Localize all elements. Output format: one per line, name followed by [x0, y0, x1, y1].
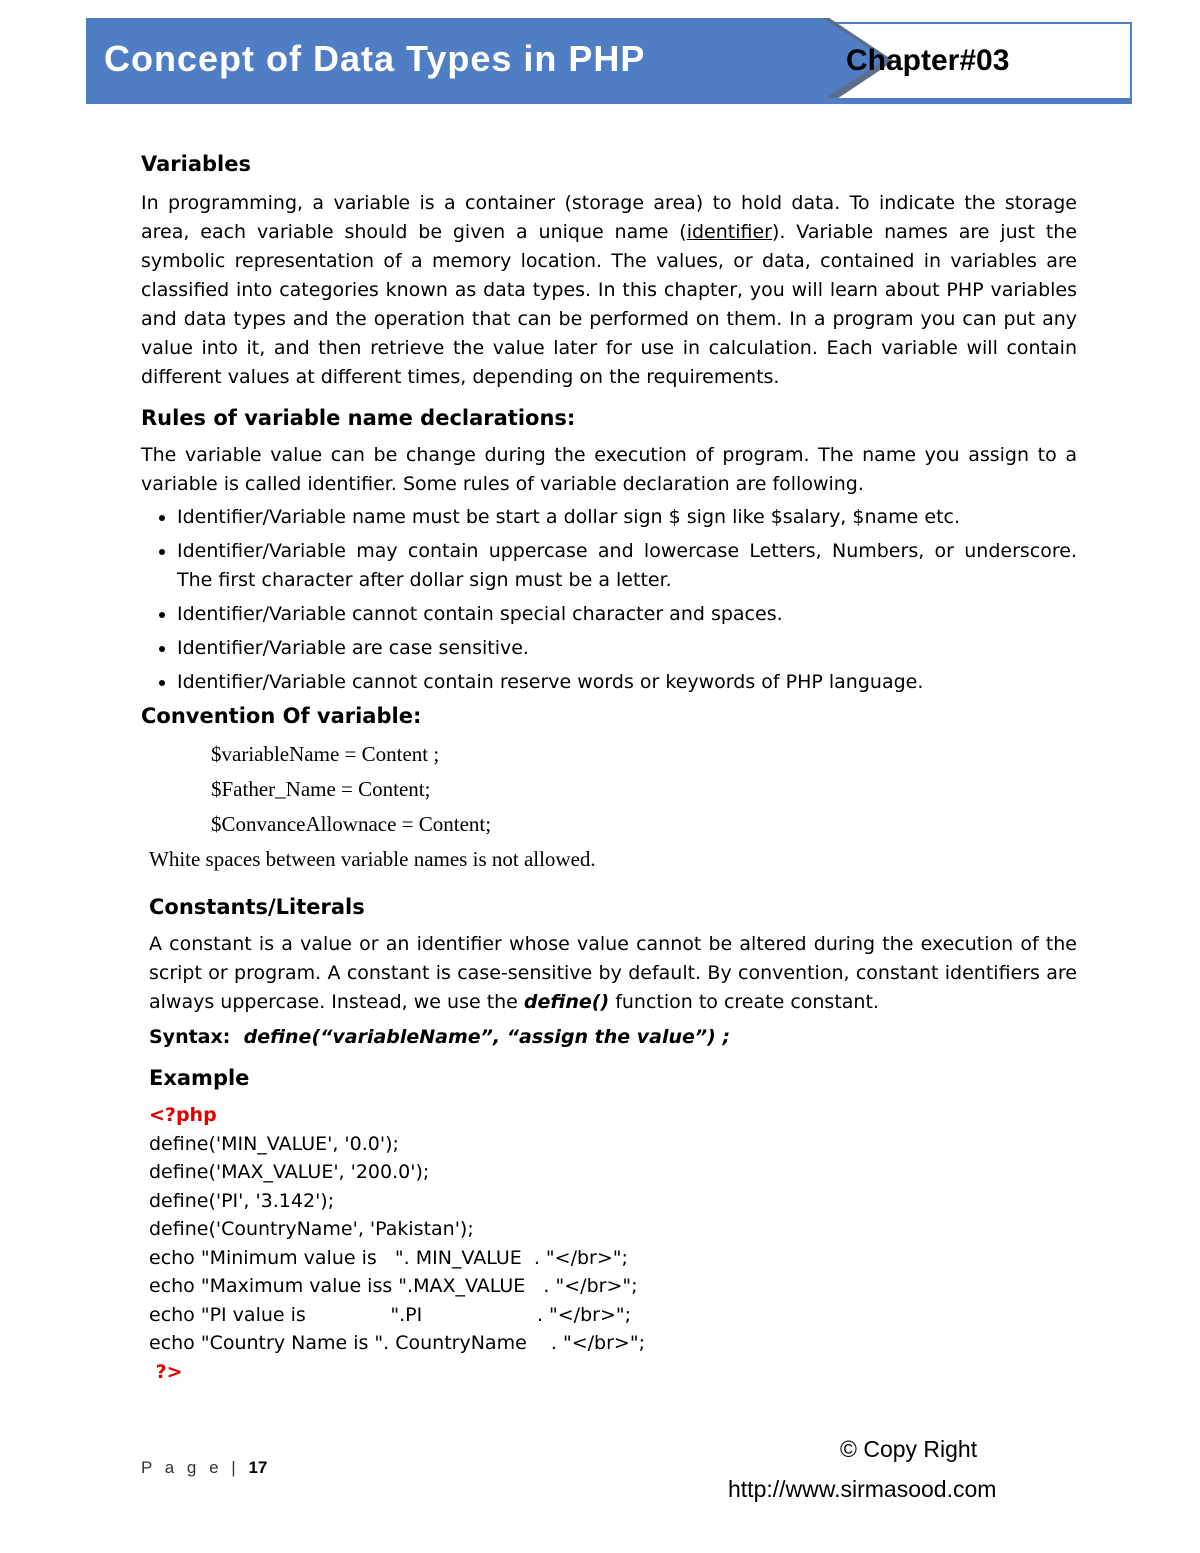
variables-text-1: In programming, a variable is a container (storage area) to hold data. To indicate the storage area, each variable should be given a unique name ( [141, 192, 1077, 243]
page-label: P a g e [141, 1458, 223, 1477]
code-line: define('MIN_VALUE', '0.0'); [149, 1132, 399, 1155]
list-item: • Identifier/Variable cannot contain special character and spaces. [177, 600, 1077, 629]
code-line: define('CountryName', 'Pakistan'); [149, 1218, 474, 1240]
list-item: • Identifier/Variable are case sensitive. [177, 634, 1077, 663]
syntax-label: Syntax: [149, 1026, 231, 1048]
rules-heading: Rules of variable name declarations: [141, 406, 576, 430]
convention-line: $ConvanceAllownace = Content; [211, 812, 492, 836]
syntax-line [149, 1023, 1077, 1052]
code-line: define('MAX_VALUE', '200.0'); [149, 1161, 430, 1183]
constants-heading: Constants/Literals [149, 895, 365, 919]
constants-text-2: function to create constant. [609, 991, 879, 1013]
convention-examples [211, 737, 1077, 842]
convention-line: $variableName = Content ; [211, 742, 440, 766]
list-item: • Identifier/Variable cannot contain reserve words or keywords of PHP language. [177, 668, 1077, 697]
syntax-code: define(“variableName”, “assign the value”) ; [243, 1026, 731, 1048]
php-open-tag: <?php [149, 1104, 217, 1126]
code-line: echo "Country Name is ". CountryName . "</br>"; [149, 1332, 645, 1354]
convention-heading: Convention Of variable: [141, 704, 422, 728]
code-line: echo "Minimum value is ". MIN_VALUE . "</br>"; [149, 1246, 628, 1269]
page-number-value: 17 [248, 1458, 268, 1477]
constants-section [149, 893, 1077, 1386]
header-underline [86, 98, 1132, 104]
list-item: • Identifier/Variable name must be start a dollar sign $ sign like $salary, $name etc. [177, 503, 1077, 532]
code-line: echo "PI value is ".PI . "</br>"; [149, 1303, 632, 1326]
chapter-label: Chapter#03 [846, 44, 1010, 77]
convention-line: $Father_Name = Content; [211, 777, 431, 801]
constants-paragraph [149, 930, 1077, 1017]
variables-text-2: ). Variable names are just the symbolic representation of a memory location. The values, or data, contained in variables are classified into categories known as data types. In this chapter, you will learn about PHP variables and data types and the operation that can be performed on them. In a program you can put any value into it, and then retrieve the value later for use in calculation. Each variable will contain different values at different times, depending on the requirements. [141, 221, 1078, 388]
main-content [141, 150, 1077, 877]
page-title: Concept of Data Types in PHP [104, 38, 646, 79]
convention-note: White spaces between variable names is not allowed. [149, 847, 596, 871]
rules-intro: The variable value can be change during the execution of program. The name you assign to a variable is called identifier. Some rules of variable declaration are following. [141, 444, 1077, 495]
copyright: © Copy Right [840, 1436, 978, 1462]
page-number: P a g e | 17 [141, 1458, 268, 1477]
code-line: echo "Maximum value iss ".MAX_VALUE . "</br>"; [149, 1275, 638, 1297]
constants-text-1: A constant is a value or an identifier whose value cannot be altered during the execution of the script or program. A constant is case-sensitive by default. By convention, constant identifiers are always uppercase. Instead, we use the [149, 933, 1077, 1013]
code-example [149, 1101, 1077, 1386]
define-function: define() [523, 991, 610, 1013]
php-close-tag: ?> [149, 1360, 183, 1383]
variables-paragraph [141, 189, 1077, 392]
identifier-link: identifier [686, 221, 772, 243]
rules-list [141, 503, 1077, 697]
code-line: define('PI', '3.142'); [149, 1189, 335, 1212]
website-url: http://www.sirmasood.com [728, 1476, 997, 1502]
chapter-header [86, 18, 1132, 104]
variables-heading: Variables [141, 152, 251, 176]
example-heading: Example [149, 1066, 250, 1090]
list-item: • Identifier/Variable may contain uppercase and lowercase Letters, Numbers, or underscore. The first character after dollar sign must be a letter. [177, 537, 1077, 595]
